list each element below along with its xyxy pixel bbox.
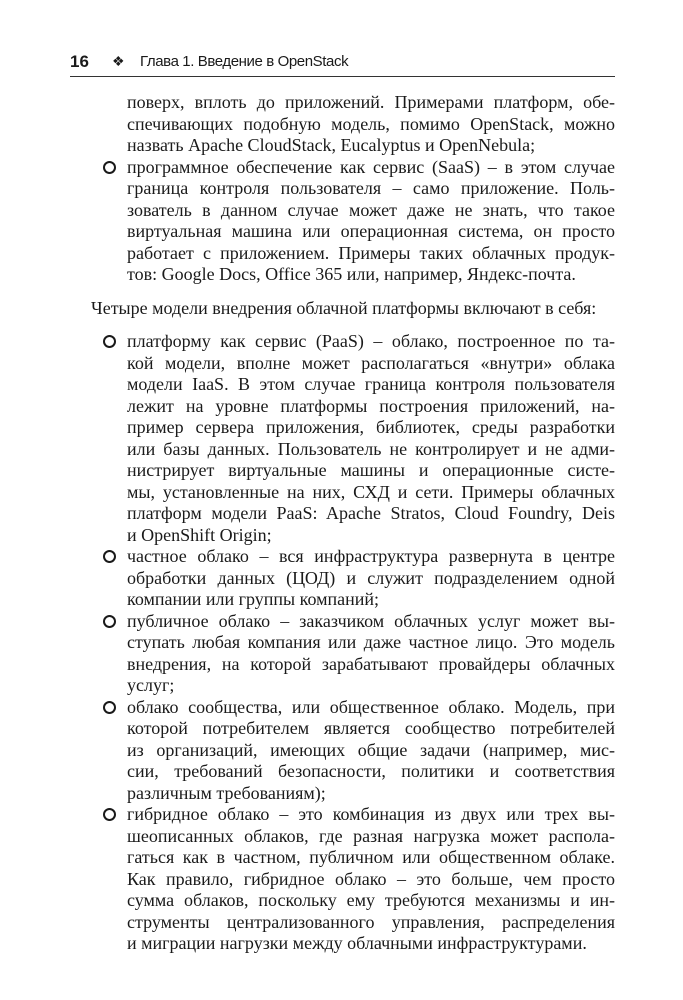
page-body — [91, 92, 615, 955]
list-item — [91, 157, 615, 286]
text-line: из организаций, имеющих общие задачи (например, мис- — [127, 739, 615, 760]
text-line: нистрирует виртуальные машины и операционные систе- — [127, 460, 615, 480]
text-line: работает с приложением. Примеры таких облачных продук- — [127, 242, 615, 263]
text-line: кой модели, вполне может располагаться «внутри» облака — [127, 352, 615, 373]
text-line: сии, требований безопасности, политики и соответствия — [127, 761, 615, 781]
bullet-circle-icon — [103, 161, 116, 174]
text-line: платформу как сервис (PaaS) – облако, построенное по та- — [127, 331, 615, 351]
page-number: 16 — [70, 52, 89, 71]
text-line: шеописанных облаков, где разная нагрузка может распола- — [127, 825, 615, 846]
text-line: Четыре модели внедрения облачной платформы включают в себя: — [91, 297, 597, 318]
bullet-circle-icon — [103, 808, 116, 821]
text-line: облако сообщества, или общественное облако. Модель, при — [127, 696, 615, 717]
list-item — [91, 611, 615, 697]
text-line: зователь в данном случае может даже не знать, что такое — [127, 199, 615, 220]
continuation-paragraph — [91, 92, 615, 157]
text-line: поверх, вплоть до приложений. Примерами платформ, обе- — [127, 92, 615, 112]
bullet-circle-icon — [103, 335, 116, 348]
list-item — [91, 546, 615, 611]
running-header — [70, 50, 615, 77]
text-line: частное облако – вся инфраструктура развернута в центре — [127, 546, 615, 566]
ornament-icon: ❖ — [112, 53, 125, 69]
text-line: струменты централизованного управления, распределения — [127, 911, 615, 932]
text-line: спечивающих подобную модель, помимо OpenStack, можно — [127, 113, 615, 134]
text-line: компании или группы компаний; — [127, 589, 380, 609]
text-line: граница контроля пользователя – само приложение. Поль- — [127, 178, 615, 198]
text-line: ступать любая компания или даже частное лицо. Это модель — [127, 632, 615, 652]
bullet-circle-icon — [103, 550, 116, 563]
text-line: или базы данных. Пользователь не контролирует и не адми- — [127, 438, 615, 459]
text-line: платформ модели PaaS: Apache Stratos, Cloud Foundry, Deis — [127, 503, 615, 523]
text-line: сумма облаков, поскольку ему требуются механизмы и ин- — [127, 890, 615, 910]
text-line: услуг; — [127, 675, 175, 695]
text-line: гибридное облако – это комбинация из двух или трех вы- — [127, 804, 615, 824]
text-line: виртуальная машина или операционная система, он просто — [127, 221, 615, 241]
list-item — [91, 804, 615, 955]
text-line: Как правило, гибридное облако – это больше, чем просто — [127, 868, 615, 889]
text-line: мы, установленные на них, СХД и сети. Примеры облачных — [127, 481, 615, 502]
text-line: публичное облако – заказчиком облачных услуг может вы- — [127, 610, 615, 631]
bullet-circle-icon — [103, 701, 116, 714]
chapter-title: Глава 1. Введение в OpenStack — [140, 53, 349, 70]
text-line: обработки данных (ЦОД) и служит подразделением одной — [127, 567, 615, 588]
text-line: лежит на уровне платформы построения приложений, на- — [127, 395, 615, 416]
text-line: и миграции нагрузки между облачными инфраструктурами. — [127, 933, 587, 953]
text-line: модели IaaS. В этом случае граница контроля пользователя — [127, 374, 615, 394]
text-line: назвать Apache CloudStack, Eucalyptus и OpenNebula; — [127, 135, 536, 155]
text-line: внедрения, на которой зарабатывают провайдеры облачных — [127, 653, 615, 674]
text-line: пример сервера приложения, библиотек, среды разработки — [127, 417, 615, 437]
intro-paragraph — [91, 298, 615, 320]
list-item — [91, 697, 615, 805]
text-line: различным требованиям); — [127, 782, 326, 803]
list-item — [91, 331, 615, 546]
text-line: которой потребителем является сообщество потребителей — [127, 718, 615, 738]
bullet-circle-icon — [103, 615, 116, 628]
text-line: гаться как в частном, публичном или общественном облаке. — [127, 847, 615, 867]
text-line: тов: Google Docs, Office 365 или, например, Яндекс-почта. — [127, 264, 576, 284]
text-line: и OpenShift Origin; — [127, 524, 272, 545]
text-line: программное обеспечение как сервис (SaaS) – в этом случае — [127, 156, 615, 177]
